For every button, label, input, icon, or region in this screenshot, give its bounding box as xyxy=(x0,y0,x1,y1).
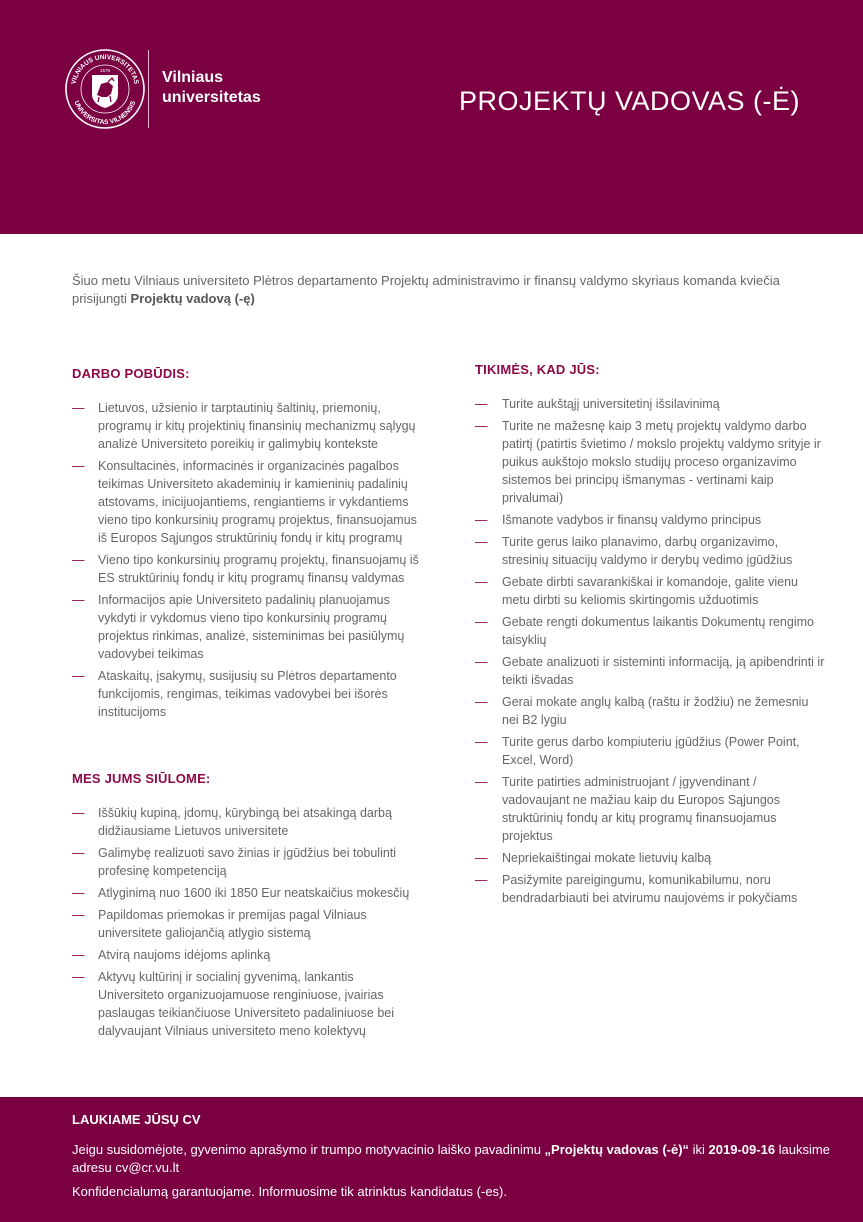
footer-banner xyxy=(0,1097,863,1222)
list-item: — Atlyginimą nuo 1600 iki 1850 Eur neatskaičius mokesčių xyxy=(72,886,410,900)
list-item: — Konsultacinės, informacinės ir organizacinės pagalbos teikimas Universiteto akademinių ir kamieninių padalinių atstovams, inicijuojantiems, rengiantiems ir vykdantiems vieno tipo konkursinių programų projektus, finansuojamus iš Europos Sąjungos struktūrinių fondų ir kitų programų xyxy=(72,459,417,545)
dash-icon: — xyxy=(72,401,85,415)
offer-list xyxy=(72,804,422,1040)
dash-icon: — xyxy=(475,695,488,709)
list-item: — Turite patirties administruojant / įgyvendinant / vadovaujant ne mažiau kaip du Europos Sąjungos struktūrinių fondų ar kitų programų finansuojamus projektus xyxy=(475,775,780,843)
left-column xyxy=(72,366,422,1044)
footer-position-name: „Projektų vadovas (-ė)“ xyxy=(544,1142,690,1157)
list-item: — Gebate rengti dokumentus laikantis Dokumentų rengimo taisyklių xyxy=(475,615,814,647)
dash-icon: — xyxy=(72,593,85,607)
list-item: — Vieno tipo konkursinių programų projektų, finansuojamų iš ES struktūrinių fondų ir kitų programų finansų valdymas xyxy=(72,553,419,585)
seal-year: 1579 xyxy=(99,68,111,73)
dash-icon: — xyxy=(475,775,488,789)
dash-icon: — xyxy=(475,615,488,629)
dash-icon: — xyxy=(72,553,85,567)
list-item: — Gebate dirbti savarankiškai ir komandoje, galite vienu metu dirbti su keliomis skirtingomis užduotimis xyxy=(475,575,798,607)
dash-icon: — xyxy=(475,513,488,527)
list-item: — Informacijos apie Universiteto padalinių planuojamus vykdyti ir vykdomus vieno tipo konkursinių programų projektus rinkimas, analizė, sisteminimas bei pasiūlymų vadovybei teikimas xyxy=(72,593,405,661)
footer-confidentiality-note: Konfidencialumą garantuojame. Informuosime tik atrinktus kandidatus (-es). xyxy=(72,1184,507,1199)
svg-text:UNIVERSITAS VILNENSIS: UNIVERSITAS VILNENSIS xyxy=(72,99,138,127)
dash-icon: — xyxy=(72,806,85,820)
footer-application-text: Jeigu susidomėjote, gyvenimo aprašymo ir trumpo motyvacinio laiško pavadinimu „Projektų vadovas (-ė)“ iki 2019-09-16 lauksime adresu cv@cr.vu.lt xyxy=(72,1142,830,1175)
brand-name xyxy=(162,68,261,108)
university-seal-logo xyxy=(64,48,146,130)
expectations-title: TIKIMĖS, KAD JŪS: xyxy=(475,362,600,377)
header-banner xyxy=(0,0,863,234)
dash-icon: — xyxy=(475,535,488,549)
svg-text:VILNIAUS UNIVERSITETAS: VILNIAUS UNIVERSITETAS xyxy=(70,53,140,85)
offer-title: MES JUMS SIŪLOME: xyxy=(72,771,211,786)
intro-paragraph xyxy=(72,272,817,308)
dash-icon: — xyxy=(72,908,85,922)
dash-icon: — xyxy=(475,397,488,411)
list-item: — Atvirą naujoms idėjoms aplinką xyxy=(72,948,271,962)
dash-icon: — xyxy=(72,970,85,984)
brand-line-2: universitetas xyxy=(162,89,261,106)
dash-icon: — xyxy=(72,886,85,900)
dash-icon: — xyxy=(475,575,488,589)
dash-icon: — xyxy=(72,459,85,473)
intro-text: Šiuo metu Vilniaus universiteto Plėtros departamento Projektų administravimo ir finansų valdymo skyriaus komanda kviečia prisijungti xyxy=(72,273,780,306)
work-nature-list xyxy=(72,399,422,721)
dash-icon: — xyxy=(475,655,488,669)
header-divider xyxy=(148,50,149,128)
list-item: — Iššūkių kupiną, įdomų, kūrybingą bei atsakingą darbą didžiausiame Lietuvos universitete xyxy=(72,806,392,838)
right-column xyxy=(475,362,825,911)
list-item: — Aktyvų kultūrinį ir socialinį gyvenimą, lankantis Universiteto organizuojamuose renginiuose, įvairias paslaugas teikiančiuose Universiteto padaliniuose bei dalyvaujant Vilniaus universiteto meno kolektyvų xyxy=(72,970,395,1038)
list-item: — Turite gerus darbo kompiuteriu įgūdžius (Power Point, Excel, Word) xyxy=(475,735,800,767)
footer-deadline: 2019-09-16 xyxy=(708,1142,776,1157)
list-item: — Pasižymite pareigingumu, komunikabilumu, noru bendradarbiauti bei atvirumu naujovėms ir pokyčiams xyxy=(475,873,798,905)
dash-icon: — xyxy=(475,873,488,887)
list-item: — Turite ne mažesnę kaip 3 metų projektų valdymo darbo patirtį (patirtis švietimo / mokslo projektų valdymo srityje ir puikus aukštojo mokslo studijų proceso organizavimo sistemos bei principų išmanymas - vertinami kaip privalumai) xyxy=(475,419,821,505)
list-item: — Nepriekaištingai mokate lietuvių kalbą xyxy=(475,851,712,865)
list-item: — Gebate analizuoti ir sisteminti informaciją, ją apibendrinti ir teikti išvadas xyxy=(475,655,825,687)
list-item: — Ataskaitų, įsakymų, susijusių su Plėtros departamento funkcijomis, rengimas, teikimas vadovybei bei išorės institucijoms xyxy=(72,669,397,719)
dash-icon: — xyxy=(475,851,488,865)
dash-icon: — xyxy=(475,419,488,433)
job-title: PROJEKTŲ VADOVAS (-Ė) xyxy=(458,86,800,116)
dash-icon: — xyxy=(475,735,488,749)
brand-line-1: Vilniaus xyxy=(162,69,224,86)
list-item: — Turite gerus laiko planavimo, darbų organizavimo, stresinių situacijų valdymo ir derybų vedimo įgūdžius xyxy=(475,535,793,567)
expectations-list xyxy=(475,395,825,907)
list-item: — Galimybę realizuoti savo žinias ir įgūdžius bei tobulinti profesinę kompetenciją xyxy=(72,846,397,878)
list-item: — Papildomas priemokas ir premijas pagal Vilniaus universitete galiojančią atlygio sistemą xyxy=(72,908,367,940)
dash-icon: — xyxy=(72,846,85,860)
dash-icon: — xyxy=(72,669,85,683)
list-item: — Turite aukštąjį universitetinį išsilavinimą xyxy=(475,397,720,411)
footer-title: LAUKIAME JŪSŲ CV xyxy=(72,1112,201,1127)
list-item: — Gerai mokate anglų kalbą (raštu ir žodžiu) ne žemesniu nei B2 lygiu xyxy=(475,695,809,727)
list-item: — Lietuvos, užsienio ir tarptautinių šaltinių, priemonių, programų ir kitų projektinių finansinių mechanizmų sąlygų analizė Universiteto poreikių ir galimybių kontekste xyxy=(72,401,416,451)
dash-icon: — xyxy=(72,948,85,962)
intro-position: Projektų vadovą (-ę) xyxy=(130,291,255,306)
work-nature-title: DARBO POBŪDIS: xyxy=(72,366,190,381)
list-item: — Išmanote vadybos ir finansų valdymo principus xyxy=(475,513,762,527)
